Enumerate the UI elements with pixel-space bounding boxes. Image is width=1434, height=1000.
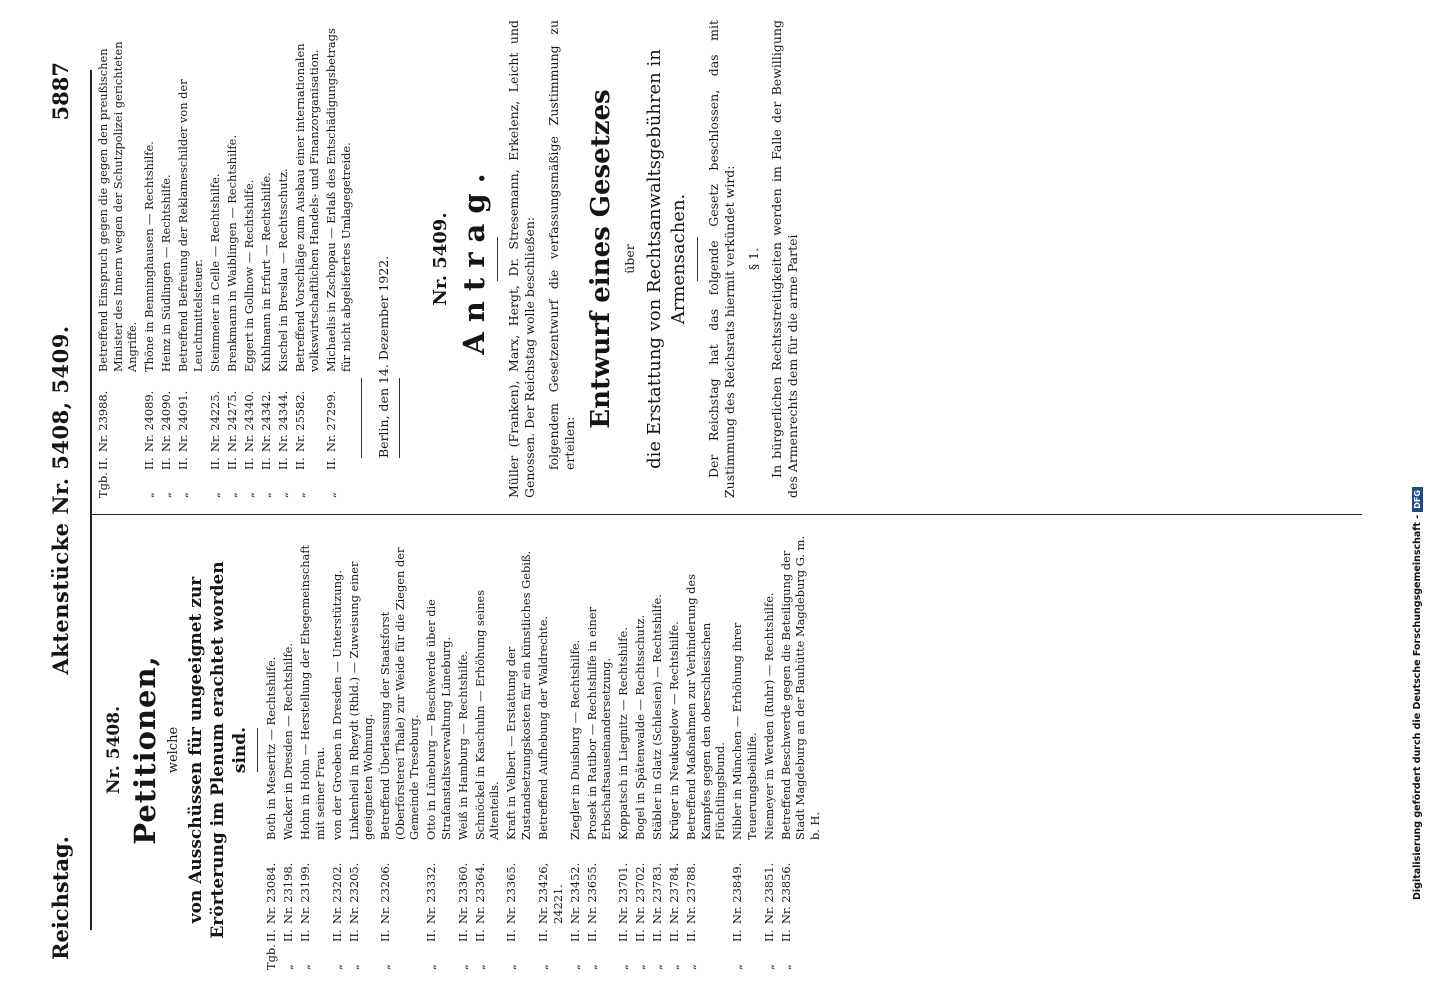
row-prefix: „ — [616, 964, 631, 970]
petition-row — [667, 530, 682, 970]
row-type: II. — [292, 457, 307, 470]
petition-row — [536, 530, 565, 970]
petition-number: Nr. 23364. — [472, 862, 487, 924]
petition-row — [298, 530, 327, 970]
petition-row — [293, 20, 322, 498]
petition-description: Kraft in Velbert — Erstattung der Zustandsetzungskosten für ein künstliches Gebiß. — [504, 550, 534, 840]
right-column — [96, 20, 809, 498]
row-type: II. — [224, 457, 239, 470]
petition-number: Nr. 24225. — [207, 390, 222, 452]
row-type: II. — [455, 929, 470, 942]
petition-number: Nr. 23783. — [650, 862, 665, 924]
date-line: Berlin, den 14. Dezember 1922. — [376, 255, 392, 458]
row-prefix: „ — [258, 492, 273, 498]
petition-row — [616, 530, 631, 970]
section-1-text: In bürgerlichen Rechtsstreitigkeiten werden im Falle der Bewilligung des Armenrechts dem für die arme Partei — [769, 20, 801, 498]
doc-number-5409: Nr. 5409. — [430, 212, 452, 306]
petition-number: Nr. 23851. — [761, 862, 776, 924]
petition-list-right — [96, 20, 353, 498]
dfg-logo: DFG — [1412, 487, 1423, 512]
petition-description: von der Groeben in Dresden — Unterstützung. — [329, 570, 344, 840]
petition-row — [259, 20, 274, 498]
row-prefix: „ — [761, 964, 776, 970]
petition-number: Nr. 24340. — [241, 390, 256, 452]
petition-row — [473, 530, 502, 970]
petition-row — [585, 530, 614, 970]
petition-row — [242, 20, 257, 498]
date-rule — [399, 378, 400, 458]
petition-row — [456, 530, 471, 970]
row-prefix: „ — [292, 492, 307, 498]
petition-row — [276, 20, 291, 498]
row-type: II. — [684, 929, 699, 942]
dfg-sidebar — [1412, 487, 1423, 900]
row-prefix: „ — [778, 964, 793, 970]
petition-number: Nr. 23205. — [346, 862, 361, 924]
petition-description: Betreffend Aufhebung der Waldrechte. — [536, 615, 550, 840]
row-type: II. — [472, 929, 487, 942]
petition-description: Betreffend Maßnahmen zur Verhinderung des Kampfes gegen den oberschlesischen Flüchtlingsbund. — [684, 573, 728, 840]
petition-row — [324, 20, 353, 498]
row-prefix: „ — [241, 492, 256, 498]
row-type: II. — [258, 457, 273, 470]
row-type: II. — [567, 929, 582, 942]
page-header — [48, 40, 78, 960]
row-prefix: „ — [378, 964, 393, 970]
welche-text: welche — [166, 726, 181, 774]
row-prefix: „ — [584, 964, 599, 970]
left-column — [96, 530, 825, 970]
header-rule — [90, 70, 92, 930]
short-rule — [257, 728, 258, 772]
petitionen-subtitle: von Ausschüssen für ungeeignet zur Erörterung im Plenum erachtet worden sind. — [186, 561, 250, 939]
petition-row — [330, 530, 345, 970]
page-number: 5887 — [48, 62, 73, 121]
row-prefix: „ — [504, 964, 519, 970]
row-type: II. — [297, 929, 312, 942]
petition-row — [650, 530, 665, 970]
petition-number: Nr. 27299. — [324, 390, 339, 452]
petition-description: Betreffend Beschwerde gegen die Beteiligung der Stadt Magdeburg an der Bauhütte Magdeburg G. m. b. H. — [778, 535, 822, 840]
petition-description: Kuhlmann in Erfurt — Rechtshilfe. — [258, 172, 273, 372]
petition-row — [633, 530, 648, 970]
petition-description: Kischel in Breslau — Rechtsschutz. — [275, 168, 290, 372]
row-type: II. — [536, 929, 550, 942]
list-end-rule — [361, 378, 362, 458]
petition-description: Krüger in Neukugelow — Rechtshilfe. — [667, 621, 682, 840]
row-type: II. — [378, 929, 393, 942]
petition-description: Hohn in Hohn — Herstellung der Ehegemeinschaft mit seiner Frau. — [297, 544, 327, 840]
petition-description: Ziegler in Duisburg — Rechtshilfe. — [567, 639, 582, 840]
petition-row — [424, 530, 453, 970]
petition-number: Nr. 23198. — [280, 862, 295, 924]
petition-row — [208, 20, 223, 498]
row-type: II. — [329, 929, 344, 942]
petition-row — [684, 530, 728, 970]
row-type: II. — [584, 929, 599, 942]
petition-number: Nr. 23199. — [297, 862, 312, 924]
row-type: II. — [324, 457, 339, 470]
petition-description: Eggert in Gollnow — Rechtshilfe. — [241, 179, 256, 372]
petition-description: Michaelis in Zschopau — Erlaß des Entschädigungsbetrags für nicht abgeliefertes Umlagegetreide. — [324, 28, 353, 372]
antragsteller: Müller (Franken), Marx, Hergt, Dr. Stresemann, Erkelenz, Leicht und Genossen. Der Reichstag wolle beschließen: — [506, 20, 538, 498]
row-prefix: „ — [567, 964, 582, 970]
short-rule — [697, 237, 698, 281]
petition-description: Thöne in Benninghausen — Rechtshilfe. — [142, 141, 157, 372]
petition-row — [762, 530, 777, 970]
header-left: Reichstag. — [48, 836, 73, 960]
petition-number: Nr. 23856. — [778, 862, 793, 924]
row-prefix: „ — [297, 964, 312, 970]
petition-description: Nibler in München — Erhöhung ihrer Teuerungsbeihilfe. — [730, 622, 759, 840]
row-type: II. — [424, 929, 439, 942]
row-prefix: „ — [142, 492, 157, 498]
dfg-sidebar-text: Digitalisierung gefördert durch die Deutsche Forschungsgemeinschaft - — [1412, 514, 1423, 900]
header-center: Aktenstücke Nr. 5408, 5409. — [48, 325, 73, 675]
petition-number: Nr. 23784. — [667, 862, 682, 924]
petitionen-title: Petitionen, — [128, 655, 162, 845]
petition-number: Nr. 25582. — [292, 390, 307, 452]
petition-row — [159, 20, 174, 498]
row-prefix: „ — [207, 492, 222, 498]
row-prefix: „ — [667, 964, 682, 970]
petition-number: Nr. 23365. — [504, 862, 519, 924]
petition-description: Prosek in Ratibor — Rechtshilfe in einer Erbschaftsauseinandersetzung. — [584, 607, 614, 840]
petition-row — [347, 530, 376, 970]
row-type: II. — [346, 929, 361, 942]
row-prefix: „ — [275, 492, 290, 498]
petition-number: Nr. 23702. — [633, 862, 648, 924]
antrag-text: folgendem Gesetzentwurf die verfassungsmäßige Zustimmung zu erteilen: — [546, 20, 578, 470]
petition-description: Betreffend Befreiung der Reklameschilder von der Leuchtmittelsteuer. — [176, 79, 205, 372]
petition-row — [504, 530, 533, 970]
preamble: Der Reichstag hat das folgende Gesetz beschlossen, das mit Zustimmung des Reichsrats hiermit verkündet wird: — [706, 20, 738, 498]
petition-number: Nr. 23360. — [455, 862, 470, 924]
petition-description: Both in Meseritz — Rechtshilfe. — [264, 656, 278, 840]
petition-description: Heinz in Südlingen — Rechtshilfe. — [159, 174, 174, 372]
entwurf-heading: Entwurf eines Gesetzes — [586, 89, 617, 429]
petition-description: Niemeyer in Werden (Ruhr) — Rechtshilfe. — [761, 592, 776, 840]
row-prefix: „ — [324, 492, 339, 498]
petition-description: Bogel in Spätenwalde — Rechtsschutz. — [633, 614, 648, 840]
row-type: II. — [761, 929, 776, 942]
row-type: II. — [730, 929, 745, 942]
petition-row — [779, 530, 823, 970]
petition-description: Koppatsch in Liegnitz — Rechtshilfe. — [616, 627, 631, 840]
row-type: II. — [667, 929, 682, 942]
petition-description: Weiß in Hamburg — Rechtshilfe. — [455, 650, 470, 840]
petition-row — [142, 20, 157, 498]
petition-description: Otto in Lüneburg — Beschwerde über die Strafanstaltsverwaltung Lüneburg. — [424, 599, 453, 840]
row-type: II. — [142, 457, 157, 470]
petition-number: Nr. 23084. — [264, 862, 278, 924]
row-type: II. — [633, 929, 648, 942]
petition-description: Steinmeier in Celle — Rechtshilfe. — [207, 173, 222, 372]
section-1: § 1. — [746, 247, 762, 271]
petition-description: Schnöckel in Kaschuhn — Erhöhung seines Altenteils. — [472, 589, 502, 840]
petition-number: Nr. 23332. — [424, 862, 439, 924]
petition-row — [378, 530, 422, 970]
row-prefix: „ — [159, 492, 174, 498]
petition-number: Nr. 23849. — [730, 862, 745, 924]
petition-number: Nr. 23206. — [378, 862, 393, 924]
row-type: II. — [159, 457, 174, 470]
petition-number: Nr. 23426, 24221. — [536, 862, 565, 924]
row-type: II. — [280, 929, 295, 942]
row-prefix: „ — [224, 492, 239, 498]
row-prefix: „ — [472, 964, 487, 970]
petition-description: Linkenheil in Rheydt (Rhld.) — Zuweisung einer geeigneten Wohnung. — [346, 561, 376, 840]
column-divider — [92, 514, 1362, 515]
row-type: II. — [275, 457, 290, 470]
petition-row — [730, 530, 759, 970]
petition-row — [96, 20, 140, 498]
row-type: II. — [241, 457, 256, 470]
row-prefix: „ — [633, 964, 648, 970]
row-prefix: Tgb. — [264, 944, 278, 970]
row-type: II. — [96, 457, 110, 470]
petition-number: Nr. 24275. — [224, 390, 239, 452]
petition-description: Stäbler in Glatz (Schlesien) — Rechtshilfe. — [650, 594, 665, 840]
petition-description: Betreffend Überlassung der Staatsforst (Oberförsterei Thale) zur Weide für die Ziegen der Gemeinde Treseburg. — [378, 547, 422, 840]
doc-number-5408: Nr. 5408. — [104, 706, 124, 795]
petition-number: Nr. 24344. — [275, 390, 290, 452]
petition-number: Nr. 23788. — [684, 862, 699, 924]
petition-row — [568, 530, 583, 970]
petition-number: Nr. 23452. — [567, 862, 582, 924]
petition-list-left — [264, 530, 823, 970]
petition-number: Nr. 24342. — [258, 390, 273, 452]
row-type: II. — [778, 929, 793, 942]
row-type: II. — [176, 457, 191, 470]
row-type: II. — [616, 929, 631, 942]
row-prefix: „ — [346, 964, 361, 970]
petition-number: Nr. 24090. — [159, 390, 174, 452]
row-type: II. — [650, 929, 665, 942]
petition-row — [225, 20, 240, 498]
row-type: II. — [207, 457, 222, 470]
row-prefix: „ — [329, 964, 344, 970]
law-title: die Erstattung von Rechtsanwaltsgebühren in Armensachen. — [644, 49, 690, 469]
row-prefix: Tgb. — [96, 472, 110, 498]
row-prefix: „ — [455, 964, 470, 970]
row-type: II. — [504, 929, 519, 942]
petition-description: Brenkmann in Waiblingen — Rechtshilfe. — [224, 134, 239, 372]
row-prefix: „ — [536, 964, 550, 970]
petition-number: Nr. 23988. — [96, 390, 110, 452]
petition-row — [264, 530, 279, 970]
row-prefix: „ — [176, 492, 191, 498]
ueber-text: über — [622, 244, 638, 274]
row-type: II. — [264, 929, 278, 942]
petition-description: Betreffend Vorschläge zum Ausbau einer internationalen volkswirtschaftlichen Handels- und Finanzorganisation. — [292, 43, 322, 372]
petition-number: Nr. 23202. — [329, 862, 344, 924]
petition-description: Wacker in Dresden — Rechtshilfe. — [280, 642, 295, 840]
petition-number: Nr. 24089. — [142, 390, 157, 452]
petition-number: Nr. 23701. — [616, 862, 631, 924]
row-prefix: „ — [730, 964, 745, 970]
row-prefix: „ — [650, 964, 665, 970]
petition-number: Nr. 24091. — [176, 390, 191, 452]
petition-row — [176, 20, 205, 498]
row-prefix: „ — [684, 964, 699, 970]
row-prefix: „ — [280, 964, 295, 970]
short-rule — [497, 237, 498, 281]
petition-row — [281, 530, 296, 970]
petition-number: Nr. 23655. — [584, 862, 599, 924]
antrag-heading: Antrag. — [457, 163, 492, 355]
row-prefix: „ — [424, 964, 439, 970]
petition-description: Betreffend Einspruch gegen die gegen den preußischen Minister des Innern wegen der Schutzpolizei gerichteten Angriffe. — [96, 41, 140, 372]
